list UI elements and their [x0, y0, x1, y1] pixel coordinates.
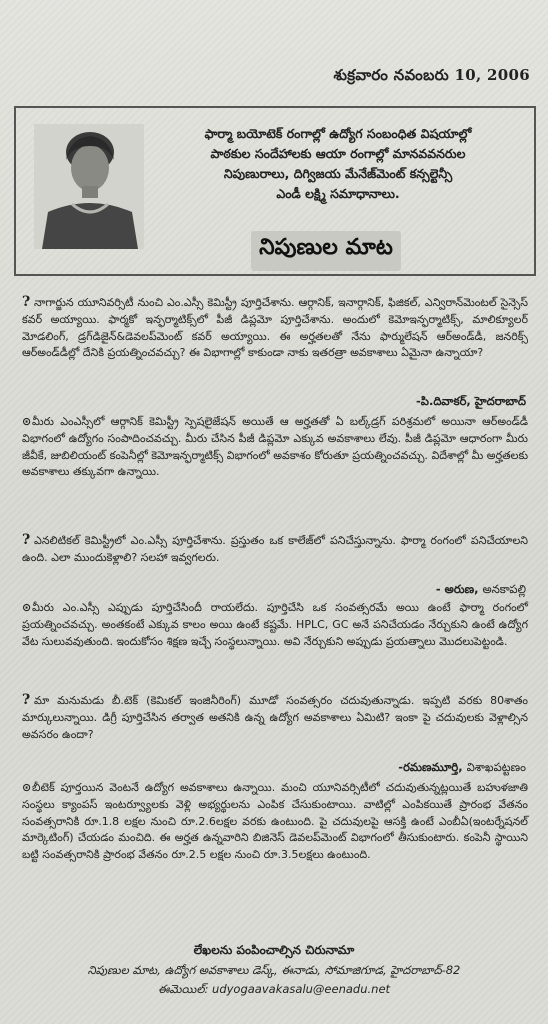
author-location: అనకాపల్లి — [482, 582, 526, 596]
answer-mark: ⊙ — [22, 415, 32, 428]
question-text: మా మనుమడు బీ.టెక్ (కెమికల్ ఇంజినీరింగ్) మూడో సంవత్సరం చదువుతున్నాడు. ఇప్పటి వరకు 80శాతం మార్కులున్నాయి. డిగ్రీ పూర్తిచేసిన తర్వాత అతనికి ఉన్న ఉద్యోగ అవకాశాలు ఏమిటి? ఇంకా పై చదువులకు వెళ్లాల్సిన అవసరం ఉందా? — [22, 694, 528, 741]
author-location: విశాఖపట్టణం — [466, 760, 526, 774]
dateline: శుక్రవారం నవంబరు 10, 2006 — [333, 66, 530, 84]
author-name: -పి.దివాకర్, — [416, 394, 475, 408]
answer-text: మీరు ఎంఎస్సీలో ఆర్గానిక్ కెమిస్ట్రీ స్పెషలైజేషన్ అయితే ఆ అర్హతతో ఏ బల్క్‌డ్రగ్ పరిశ్రమలో అయినా ఆర్‌అండ్‌డీ విభాగంలో ఉద్యోగం సంపాదించవచ్చు. మీరు చేసిన పీజీ డిప్లమో ఎక్కువ అవకాశాలు లేవు. పీజీ డిప్లమో ఆధారంగా మీరు జీవీకే, జుబిలియంట్ కంపెనీల్లో కెమోఇన్ఫర్మాటిక్స్ విభాగంలో అవకాశం కోరుతూ ప్రయత్నించవచ్చు. విదేశాల్లో మీ అర్హతలకు అవకాశాలు తక్కువగా ఉన్నాయి. — [22, 415, 528, 479]
answer-text: మీరు ఎం.ఎస్సీ ఎప్పుడు పూర్తిచేసిందీ రాయలేదు. పూర్తిచేసి ఒక సంవత్సరమే అయి ఉంటే ఫార్మా రంగంలో ప్రయత్నించవచ్చు. అంతకంటే ఎక్కువ కాలం అయి ఉంటే కష్టమే. HPLC, GC అనే పనిచేయడం నేర్చుకుని ఉంటే ఉద్యోగ వేట సులువవుతుంది. ఇందుకోసం శిక్షణ ఇచ్చే సంస్థలున్నాయి. అవి నేర్చుకుని అప్పుడు ప్రయత్నాలు మొదలుపెట్టండి. — [22, 601, 528, 648]
intro-line: పాఠకుల సందేహాలకు ఆయా రంగాల్లో మానవవనరుల — [210, 146, 466, 161]
question-author — [436, 582, 526, 599]
question-text: ఎనలిటికల్ కెమిస్ట్రీలో ఎం.ఎస్సీ పూర్తిచేశాను. ప్రస్తుతం ఒక కాలేజ్‌లో పనిచేస్తున్నాను. ఫార్మా రంగంలో పనిచేయాలని ఉంది. ఎలా ముందుకెళ్లాలి? సలహా ఇవ్వగలరు. — [22, 534, 528, 564]
question-author — [398, 760, 526, 777]
question-block — [22, 294, 528, 362]
author-name: - అరుణ, — [435, 582, 483, 596]
question-block — [22, 532, 528, 567]
intro-line: ఎండీ లక్ష్మి సమాధానాలు. — [276, 186, 400, 201]
question-mark: ? — [22, 532, 31, 548]
author-location: హైదరాబాద్ — [474, 394, 526, 408]
question-author — [416, 394, 526, 411]
column-logo — [251, 231, 401, 271]
address-heading: లేఖలను పంపించాల్సిన చిరునామా — [193, 943, 355, 957]
answer-block — [22, 780, 528, 864]
postal-address: నిపుణుల మాట, ఉద్యోగ అవకాశాలు డెస్క్, ఈనాడు, సోమాజిగూడ, హైదరాబాద్-82 — [87, 963, 461, 977]
answer-text: బీటెక్ పూర్తయిన వెంటనే ఉద్యోగ అవకాశాలు ఉన్నాయి. మంచి యూనివర్సిటీలో చదువుతున్నట్లయితే బహుళజాతి సంస్థలు క్యాంపస్ ఇంటర్వ్యూలకు వెళ్లి అభ్యర్థులను ఎంపిక చేసుకుంటాయి. వాటిల్లో ఎంపికయితే ప్రారంభ వేతనం సంవత్సరానికి రూ.1.8 లక్షల నుంచి రూ.2.6లక్షల వరకు ఉంటుంది. పై చదువులపై ఆసక్తి ఉంటే ఎంబీఏ(ఇంటర్నేషనల్ మార్కెటింగ్) చేయడం మంచిది. ఈ అర్హత ఉన్నవారిని బిజినెస్ డెవలప్‌మెంట్ విభాగంలో తీసుకుంటారు. కంపెనీ స్థాయిని బట్టి సంవత్సరానికి ప్రారంభ వేతనం రూ.2.5 లక్షల నుంచి రూ.3.5లక్షలు ఉంటుంది. — [22, 781, 528, 862]
question-mark: ? — [22, 294, 31, 310]
intro-line: ఫార్మా బయోటెక్ రంగాల్లో ఉద్యోగ సంబంధిత విషయాల్లో — [204, 126, 472, 141]
column-logo-text: నిపుణుల మాట — [259, 234, 393, 260]
email-address — [0, 982, 548, 999]
question-block — [22, 692, 528, 743]
intro-line: నిపుణురాలు, దిగ్విజయ మేనేజ్‌మెంట్ కన్సల్టెన్సీ — [223, 166, 453, 181]
answer-block — [22, 600, 528, 650]
answer-block — [22, 414, 528, 481]
email-label: ఈమెయిల్: — [157, 982, 209, 996]
email-link[interactable]: udyogaavakasalu@eenadu.net — [212, 982, 391, 996]
intro-box — [14, 106, 536, 276]
author-name: -రమణమూర్తి, — [398, 760, 467, 774]
expert-photo — [34, 124, 144, 249]
intro-text — [148, 124, 528, 204]
answer-mark: ⊙ — [22, 781, 32, 794]
question-text: నాగార్జున యూనివర్సిటీ నుంచి ఎం.ఎస్సీ కెమిస్ట్రీ పూర్తిచేశాను. ఆర్గానిక్, ఇనార్గానిక్, ఫిజికల్, ఎన్విరాన్‌మెంటల్ సైన్సెస్ కవర్ అయ్యాయి. ఫార్మకో ఇన్ఫర్మాటిక్స్‌లో పీజీ డిప్లమో పూర్తిచేశాను. అందులో కెమోఇన్ఫర్మాటిక్స్, మాలిక్యూలర్ మోడలింగ్, డ్రగ్‌డిజైన్&డెవలప్‌మెంట్ కవర్ అయ్యాయి. ఈ అర్హతలతో నేను ఫార్ములేషన్ ఆర్‌అండ్‌డీ, జనరిక్స్ ఆర్‌అండ్‌డీల్లో దేనికి ప్రయత్నించవచ్చు? ఈ విభాగాల్లో కాకుండా నాకు ఇతరత్రా అవకాశాలు ఏమైనా ఉన్నాయా? — [22, 296, 528, 360]
answer-mark: ⊙ — [22, 601, 32, 614]
question-mark: ? — [22, 692, 31, 708]
